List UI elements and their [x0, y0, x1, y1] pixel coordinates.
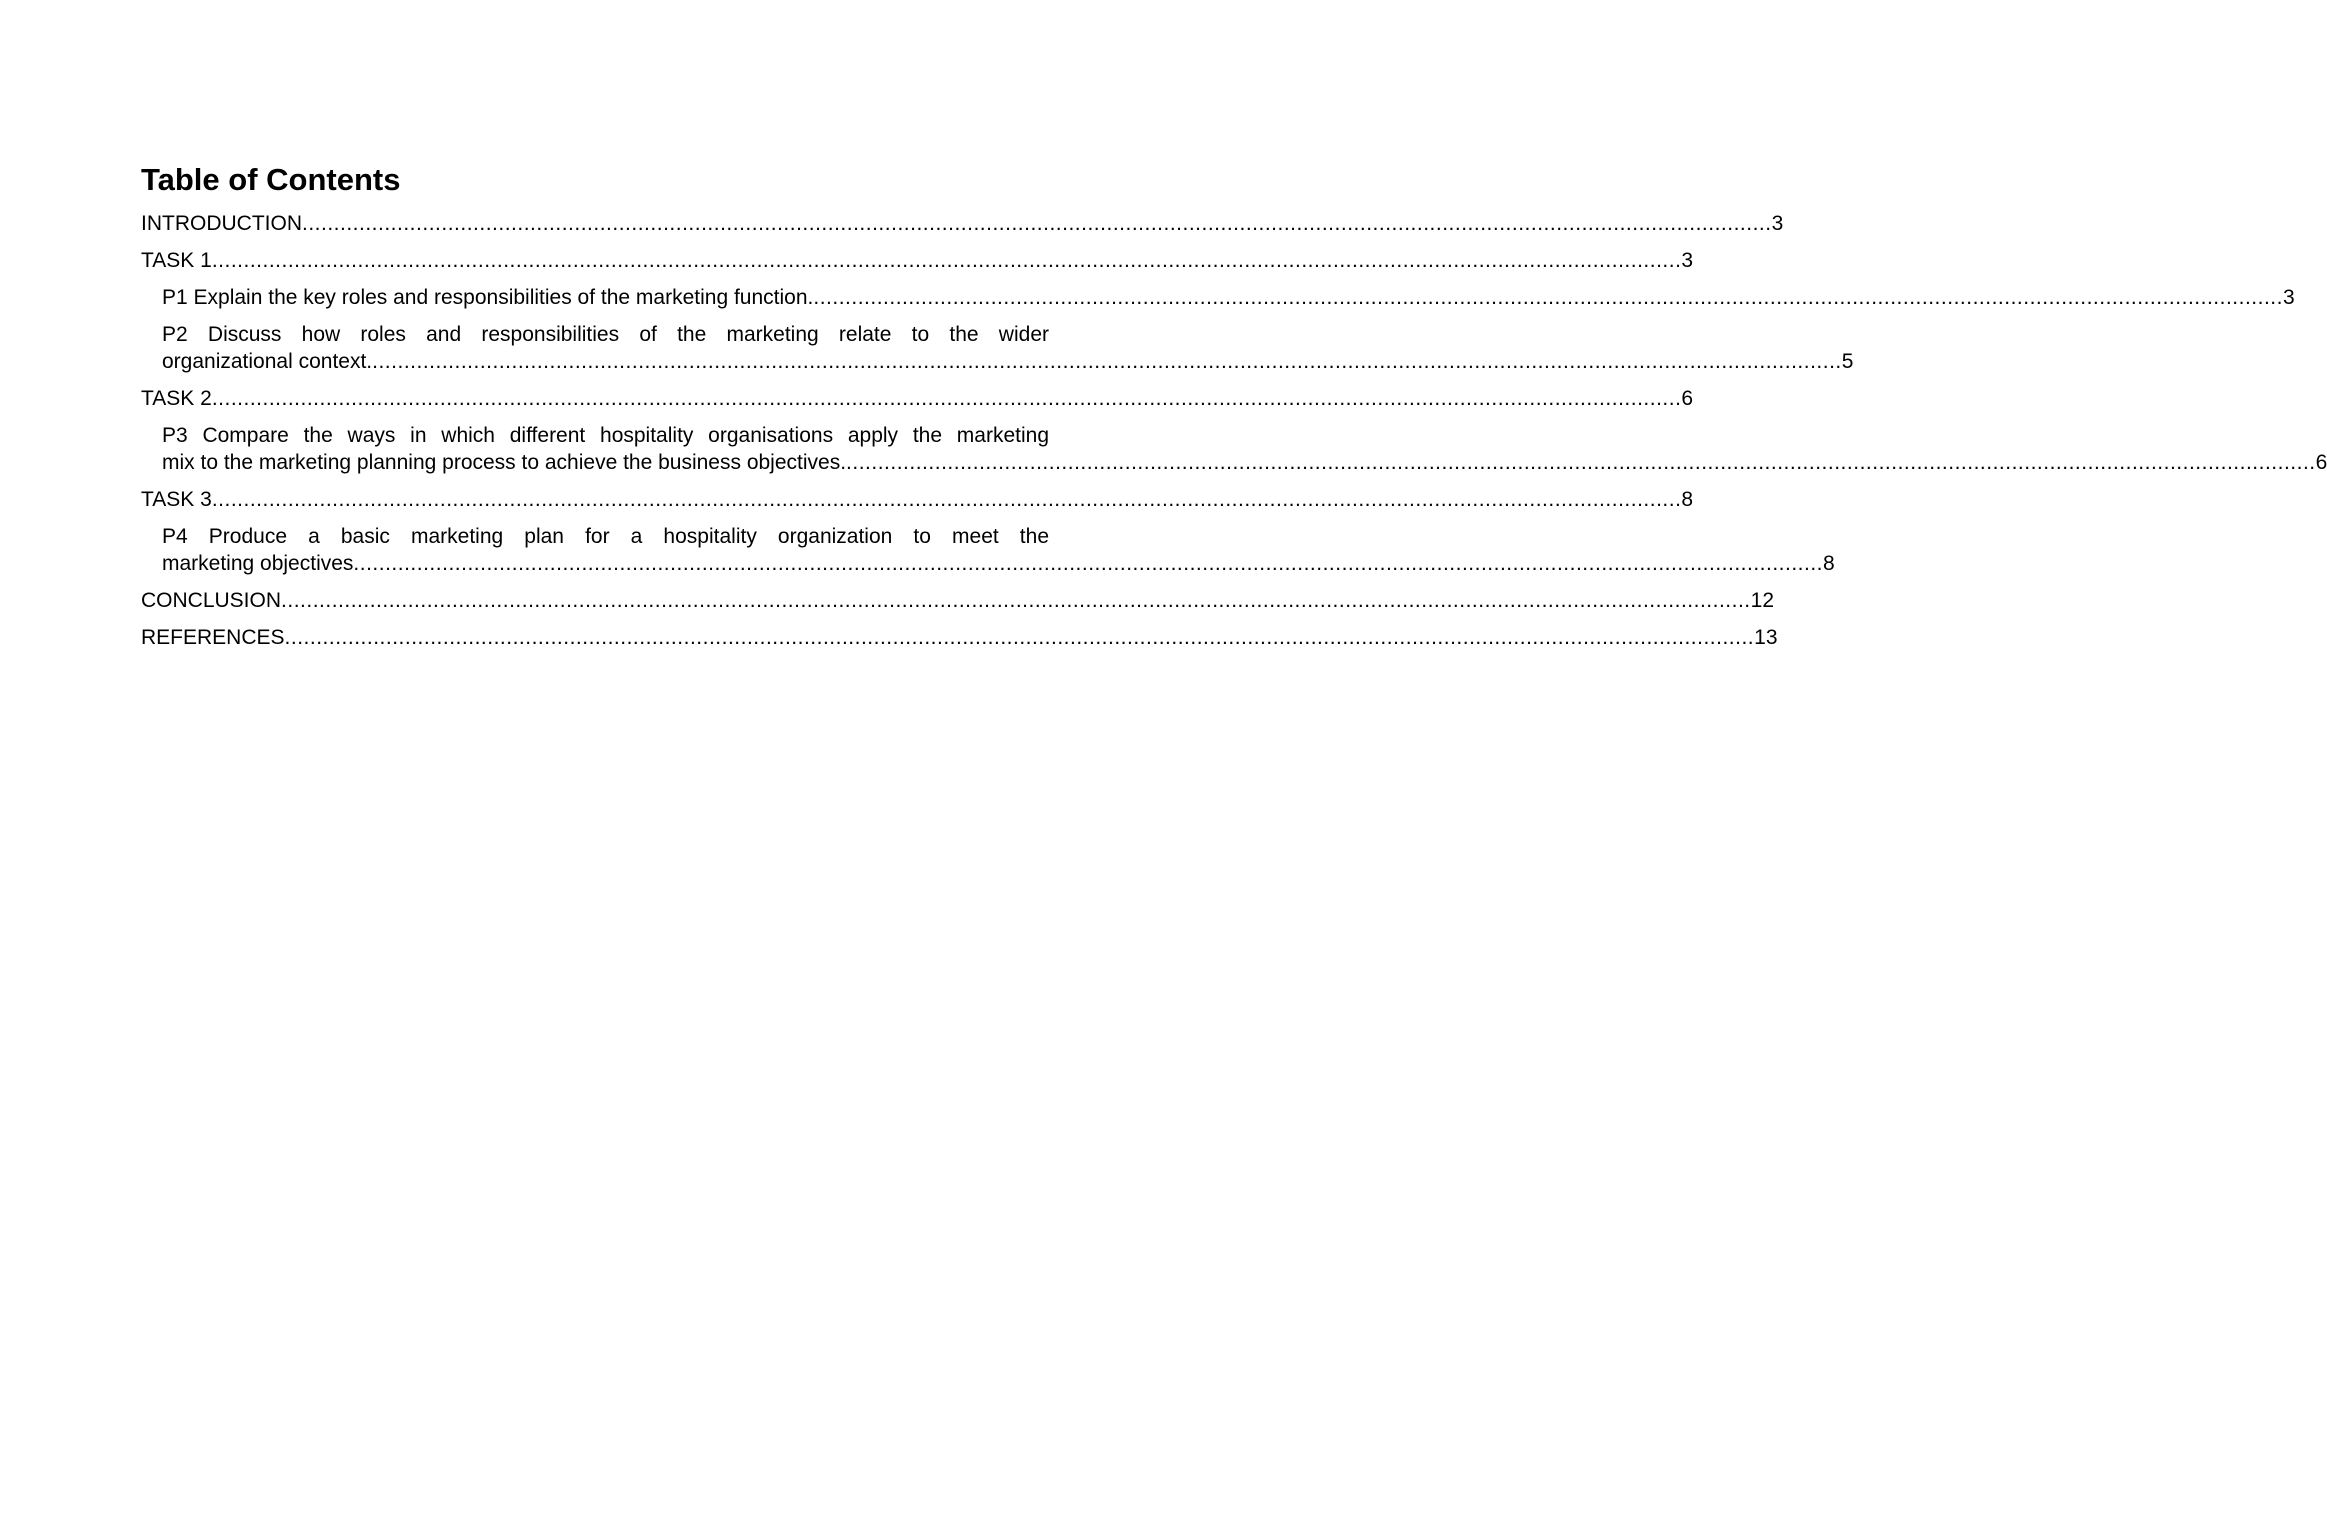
toc-entry-conclusion[interactable] [141, 587, 1774, 614]
toc-entry-label: REFERENCES [141, 626, 285, 649]
toc-entry-p4[interactable] [141, 523, 1835, 577]
toc-page-number: 6 [1681, 387, 1694, 410]
toc-list [141, 210, 2327, 651]
toc-entry-label: TASK 1 [141, 249, 212, 272]
toc-entry-label: P1 Explain the key roles and responsibilities of the marketing function. [162, 286, 814, 309]
toc-leader-dots: ........................................................................................................................................................................................................................................ [372, 350, 1842, 373]
toc-title: Table of Contents [141, 162, 401, 197]
document-page [141, 160, 2327, 661]
toc-leader-dots: ........................................................................................................................................................................................................................................ [211, 387, 1682, 410]
toc-page-number: 12 [1750, 589, 1774, 612]
toc-page-number: 8 [1823, 552, 1835, 575]
toc-entry-label-line-1: P3 Compare the ways in which different hospitality organisations apply the marketing [162, 424, 1049, 447]
toc-page-number: 3 [1681, 249, 1694, 272]
toc-page-number: 3 [2282, 286, 2295, 309]
toc-entry-task-3[interactable] [141, 486, 1694, 513]
toc-leader-dots: ........................................................................................................................................................................................................................................ [211, 249, 1682, 272]
toc-entry-label-line-1: P2 Discuss how roles and responsibilities of the marketing relate to the wider [162, 323, 1049, 346]
toc-leader-dots: ........................................................................................................................................................................................................................................ [353, 552, 1824, 575]
toc-entry-label-line-2: organizational context. [162, 350, 373, 373]
toc-entry-label-line-1: P4 Produce a basic marketing plan for a hospitality organization to meet the [162, 525, 1049, 548]
toc-entry-p3[interactable] [141, 422, 2327, 476]
toc-entry-label-line-2: marketing objectives [162, 552, 354, 575]
toc-entry-references[interactable] [141, 624, 1778, 651]
toc-entry-task-1[interactable] [141, 247, 1694, 274]
toc-leader-dots: ........................................................................................................................................................................................................................................ [813, 286, 2283, 309]
toc-page-number: 5 [1841, 350, 1854, 373]
toc-page-number: 8 [1681, 488, 1694, 511]
toc-entry-introduction[interactable] [141, 210, 1784, 237]
toc-entry-label: TASK 2 [141, 387, 212, 410]
toc-leader-dots: ........................................................................................................................................................................................................................................ [846, 451, 2316, 474]
toc-entry-task-2[interactable] [141, 385, 1694, 412]
toc-entry-label-line-2: mix to the marketing planning process to achieve the business objectives. [162, 451, 847, 474]
toc-entry-p1[interactable] [141, 284, 2295, 311]
toc-leader-dots: ........................................................................................................................................................................................................................................ [284, 626, 1755, 649]
toc-entry-label: INTRODUCTION [141, 212, 302, 235]
toc-entry-p2[interactable] [141, 321, 1854, 375]
toc-leader-dots: ........................................................................................................................................................................................................................................ [211, 488, 1682, 511]
toc-page-number: 6 [2315, 451, 2327, 474]
toc-entry-label: TASK 3 [141, 488, 212, 511]
toc-leader-dots: ........................................................................................................................................................................................................................................ [302, 212, 1772, 235]
toc-page-number: 3 [1771, 212, 1784, 235]
toc-page-number: 13 [1754, 626, 1778, 649]
toc-leader-dots: ........................................................................................................................................................................................................................................ [281, 589, 1751, 612]
toc-entry-label: CONCLUSION [141, 589, 282, 612]
